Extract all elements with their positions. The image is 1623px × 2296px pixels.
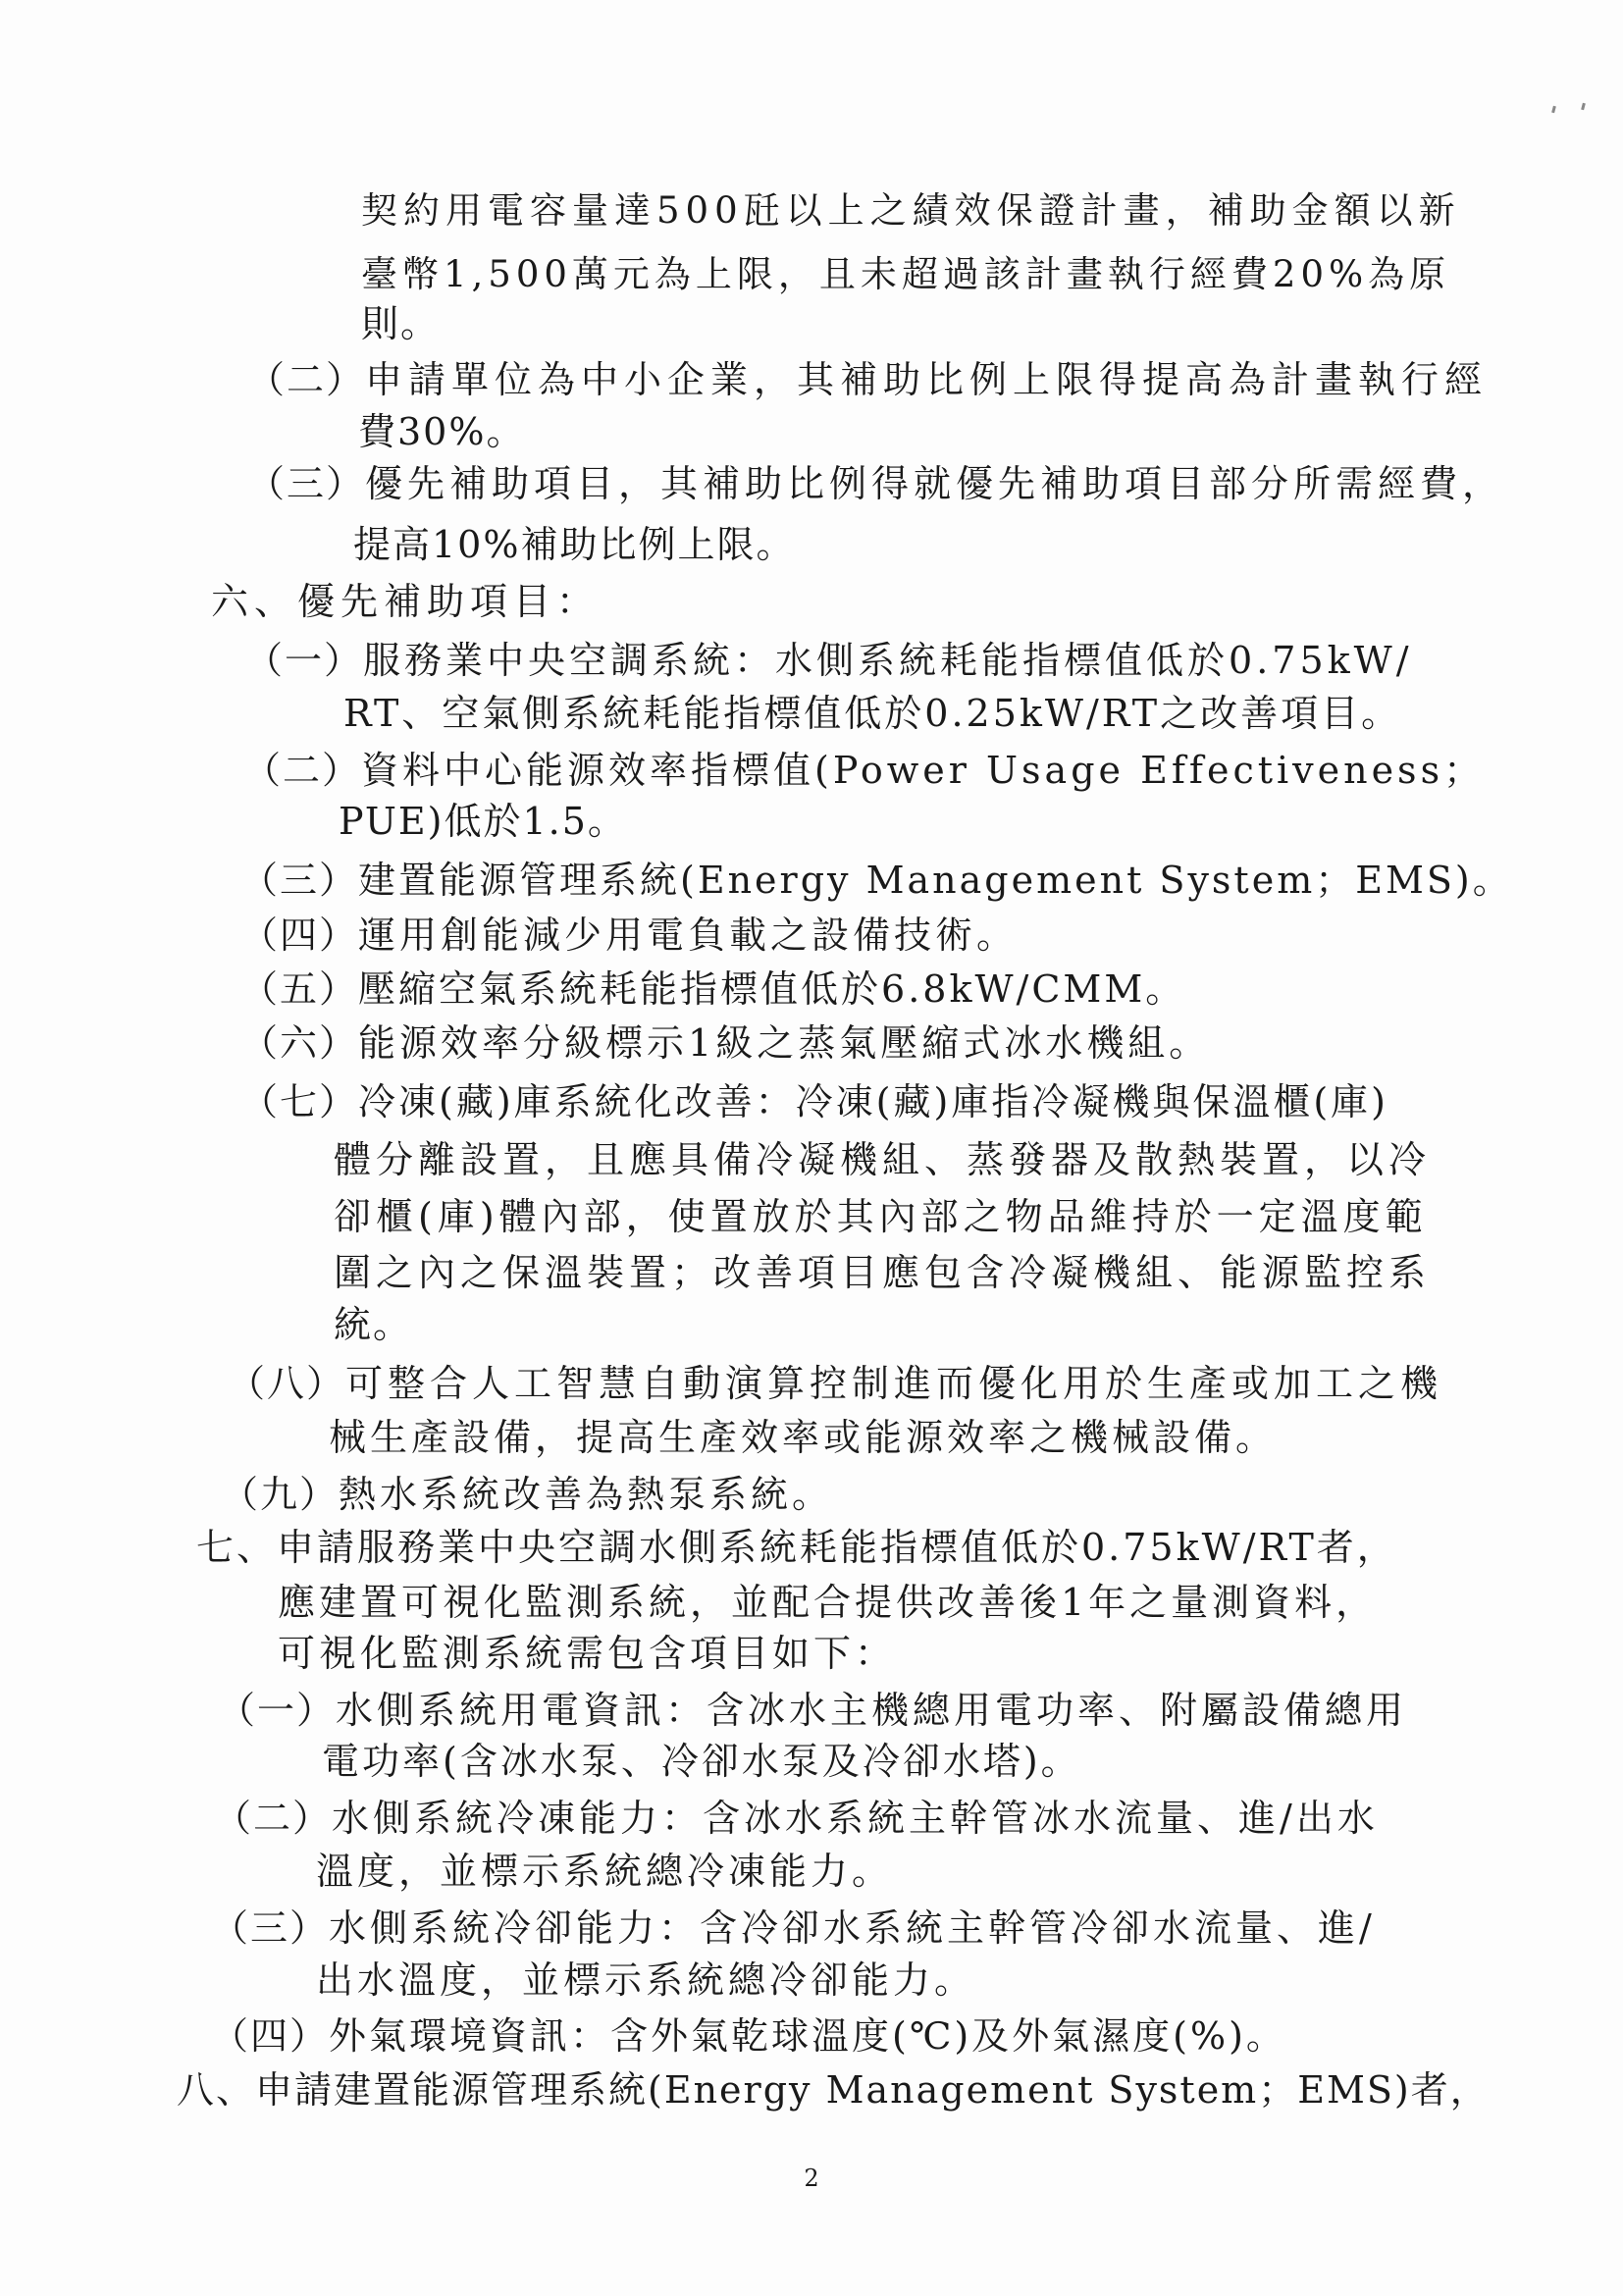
list-text: 運用創能減少用電負載之設備技術。	[358, 913, 1019, 957]
list-item-2	[247, 355, 1488, 404]
list-marker: （三）	[211, 1906, 330, 1950]
priority-item-3	[240, 856, 1513, 905]
list-text: 熱水系統改善為熱泵系統。	[339, 1473, 834, 1516]
list-marker: （三）	[240, 859, 359, 902]
list-text: 申請單位為中小企業，其補助比例上限得提高為計畫執行經	[365, 358, 1489, 401]
text-line: 統。	[334, 1303, 413, 1346]
list-text: 水側系統用電資訊：含冰水主機總用電功率、附屬設備總用	[336, 1689, 1408, 1732]
text-line: 電功率(含冰水泵、冷卻水泵及冷卻水塔)。	[322, 1740, 1081, 1783]
list-marker: （四）	[211, 2014, 330, 2058]
section-heading-7: 七、申請服務業中央空調水側系統耗能指標值低於0.75kW/RT者，	[196, 1526, 1397, 1569]
monitor-item-3	[211, 1904, 1376, 1953]
text-line: 出水溫度，並標示系統總冷卻能力。	[316, 1958, 976, 2002]
list-text: 能源效率分級標示1級之蒸氣壓縮式冰水機組。	[358, 1021, 1211, 1065]
text-line: 可視化監測系統需包含項目如下：	[278, 1632, 897, 1675]
text-line: 械生產設備，提高生產效率或能源效率之機械設備。	[329, 1416, 1278, 1459]
text-line: RT、空氣側系統耗能指標值低於0.25kW/RT之改善項目。	[343, 692, 1402, 735]
text-line: 提高10%補助比例上限。	[353, 523, 796, 566]
list-marker: （八）	[228, 1362, 346, 1405]
list-text: 水側系統冷卻能力：含冷卻水系統主幹管冷卻水流量、進/	[329, 1906, 1376, 1950]
priority-item-8	[228, 1359, 1442, 1408]
list-text: 建置能源管理系統(Energy Management System；EMS)。	[358, 859, 1513, 902]
list-text: 可整合人工智慧自動演算控制進而優化用於生產或加工之機	[345, 1362, 1443, 1405]
priority-item-5	[240, 965, 1185, 1014]
list-marker: （二）	[247, 358, 366, 401]
list-marker: （二）	[243, 749, 362, 792]
text-line: 臺幣1,500萬元為上限，且未超過該計畫執行經費20%為原	[361, 253, 1451, 295]
text-line: 溫度，並標示系統總冷凍能力。	[316, 1850, 894, 1893]
priority-item-6	[240, 1018, 1210, 1068]
list-text: 資料中心能源效率指標值(Power Usage Effectiveness；	[361, 749, 1486, 792]
list-marker: （四）	[240, 913, 359, 957]
section-heading-8: 八、申請建置能源管理系統(Energy Management System；EMS)者，	[177, 2068, 1490, 2112]
list-marker: （九）	[221, 1473, 340, 1516]
list-marker: （一）	[218, 1689, 337, 1732]
text-line: 圍之內之保溫裝置；改善項目應包含冷凝機組、能源監控系	[334, 1251, 1432, 1294]
priority-item-7	[240, 1077, 1388, 1126]
list-marker: （三）	[247, 462, 366, 505]
monitor-item-2	[214, 1794, 1379, 1843]
list-text: 服務業中央空調系統：水側系統耗能指標值低於0.75kW/	[363, 639, 1413, 682]
text-line: 費30%。	[358, 410, 526, 453]
text-line: 體分離設置，且應具備冷凝機組、蒸發器及散熱裝置，以冷	[334, 1138, 1432, 1181]
list-marker: （二）	[214, 1797, 333, 1840]
list-marker: （一）	[245, 639, 364, 682]
list-text: 水側系統冷凍能力：含冰水系統主幹管冰水流量、進/出水	[332, 1797, 1379, 1840]
monitor-item-4	[211, 2011, 1286, 2061]
list-marker: （五）	[240, 967, 359, 1011]
text-line: 應建置可視化監測系統，並配合提供改善後1年之量測資料，	[278, 1581, 1378, 1624]
priority-item-1	[245, 636, 1413, 685]
priority-item-4	[240, 911, 1018, 960]
list-item-3	[247, 459, 1504, 508]
text-line: 卻櫃(庫)體內部，使置放於其內部之物品維持於一定溫度範	[334, 1195, 1428, 1238]
text-line: 則。	[361, 302, 441, 345]
scan-mark	[1551, 106, 1556, 114]
priority-item-2	[243, 746, 1485, 795]
list-text: 壓縮空氣系統耗能指標值低於6.8kW/CMM。	[358, 967, 1186, 1011]
text-line: 契約用電容量達500瓩以上之績效保證計畫，補助金額以新	[361, 189, 1461, 232]
section-heading-6: 六、優先補助項目：	[211, 580, 601, 623]
priority-item-9	[221, 1470, 833, 1519]
list-text: 優先補助項目，其補助比例得就優先補助項目部分所需經費，	[365, 462, 1505, 505]
list-text: 外氣環境資訊：含外氣乾球溫度(℃)及外氣濕度(%)。	[329, 2014, 1286, 2058]
list-marker: （七）	[240, 1080, 359, 1123]
list-marker: （六）	[240, 1021, 359, 1065]
monitor-item-1	[218, 1686, 1407, 1735]
scan-mark	[1581, 103, 1586, 111]
page-number: 2	[804, 2165, 819, 2192]
list-text: 冷凍(藏)庫系統化改善：冷凍(藏)庫指冷凝機與保溫櫃(庫)	[358, 1080, 1388, 1123]
text-line: PUE)低於1.5。	[339, 800, 627, 843]
